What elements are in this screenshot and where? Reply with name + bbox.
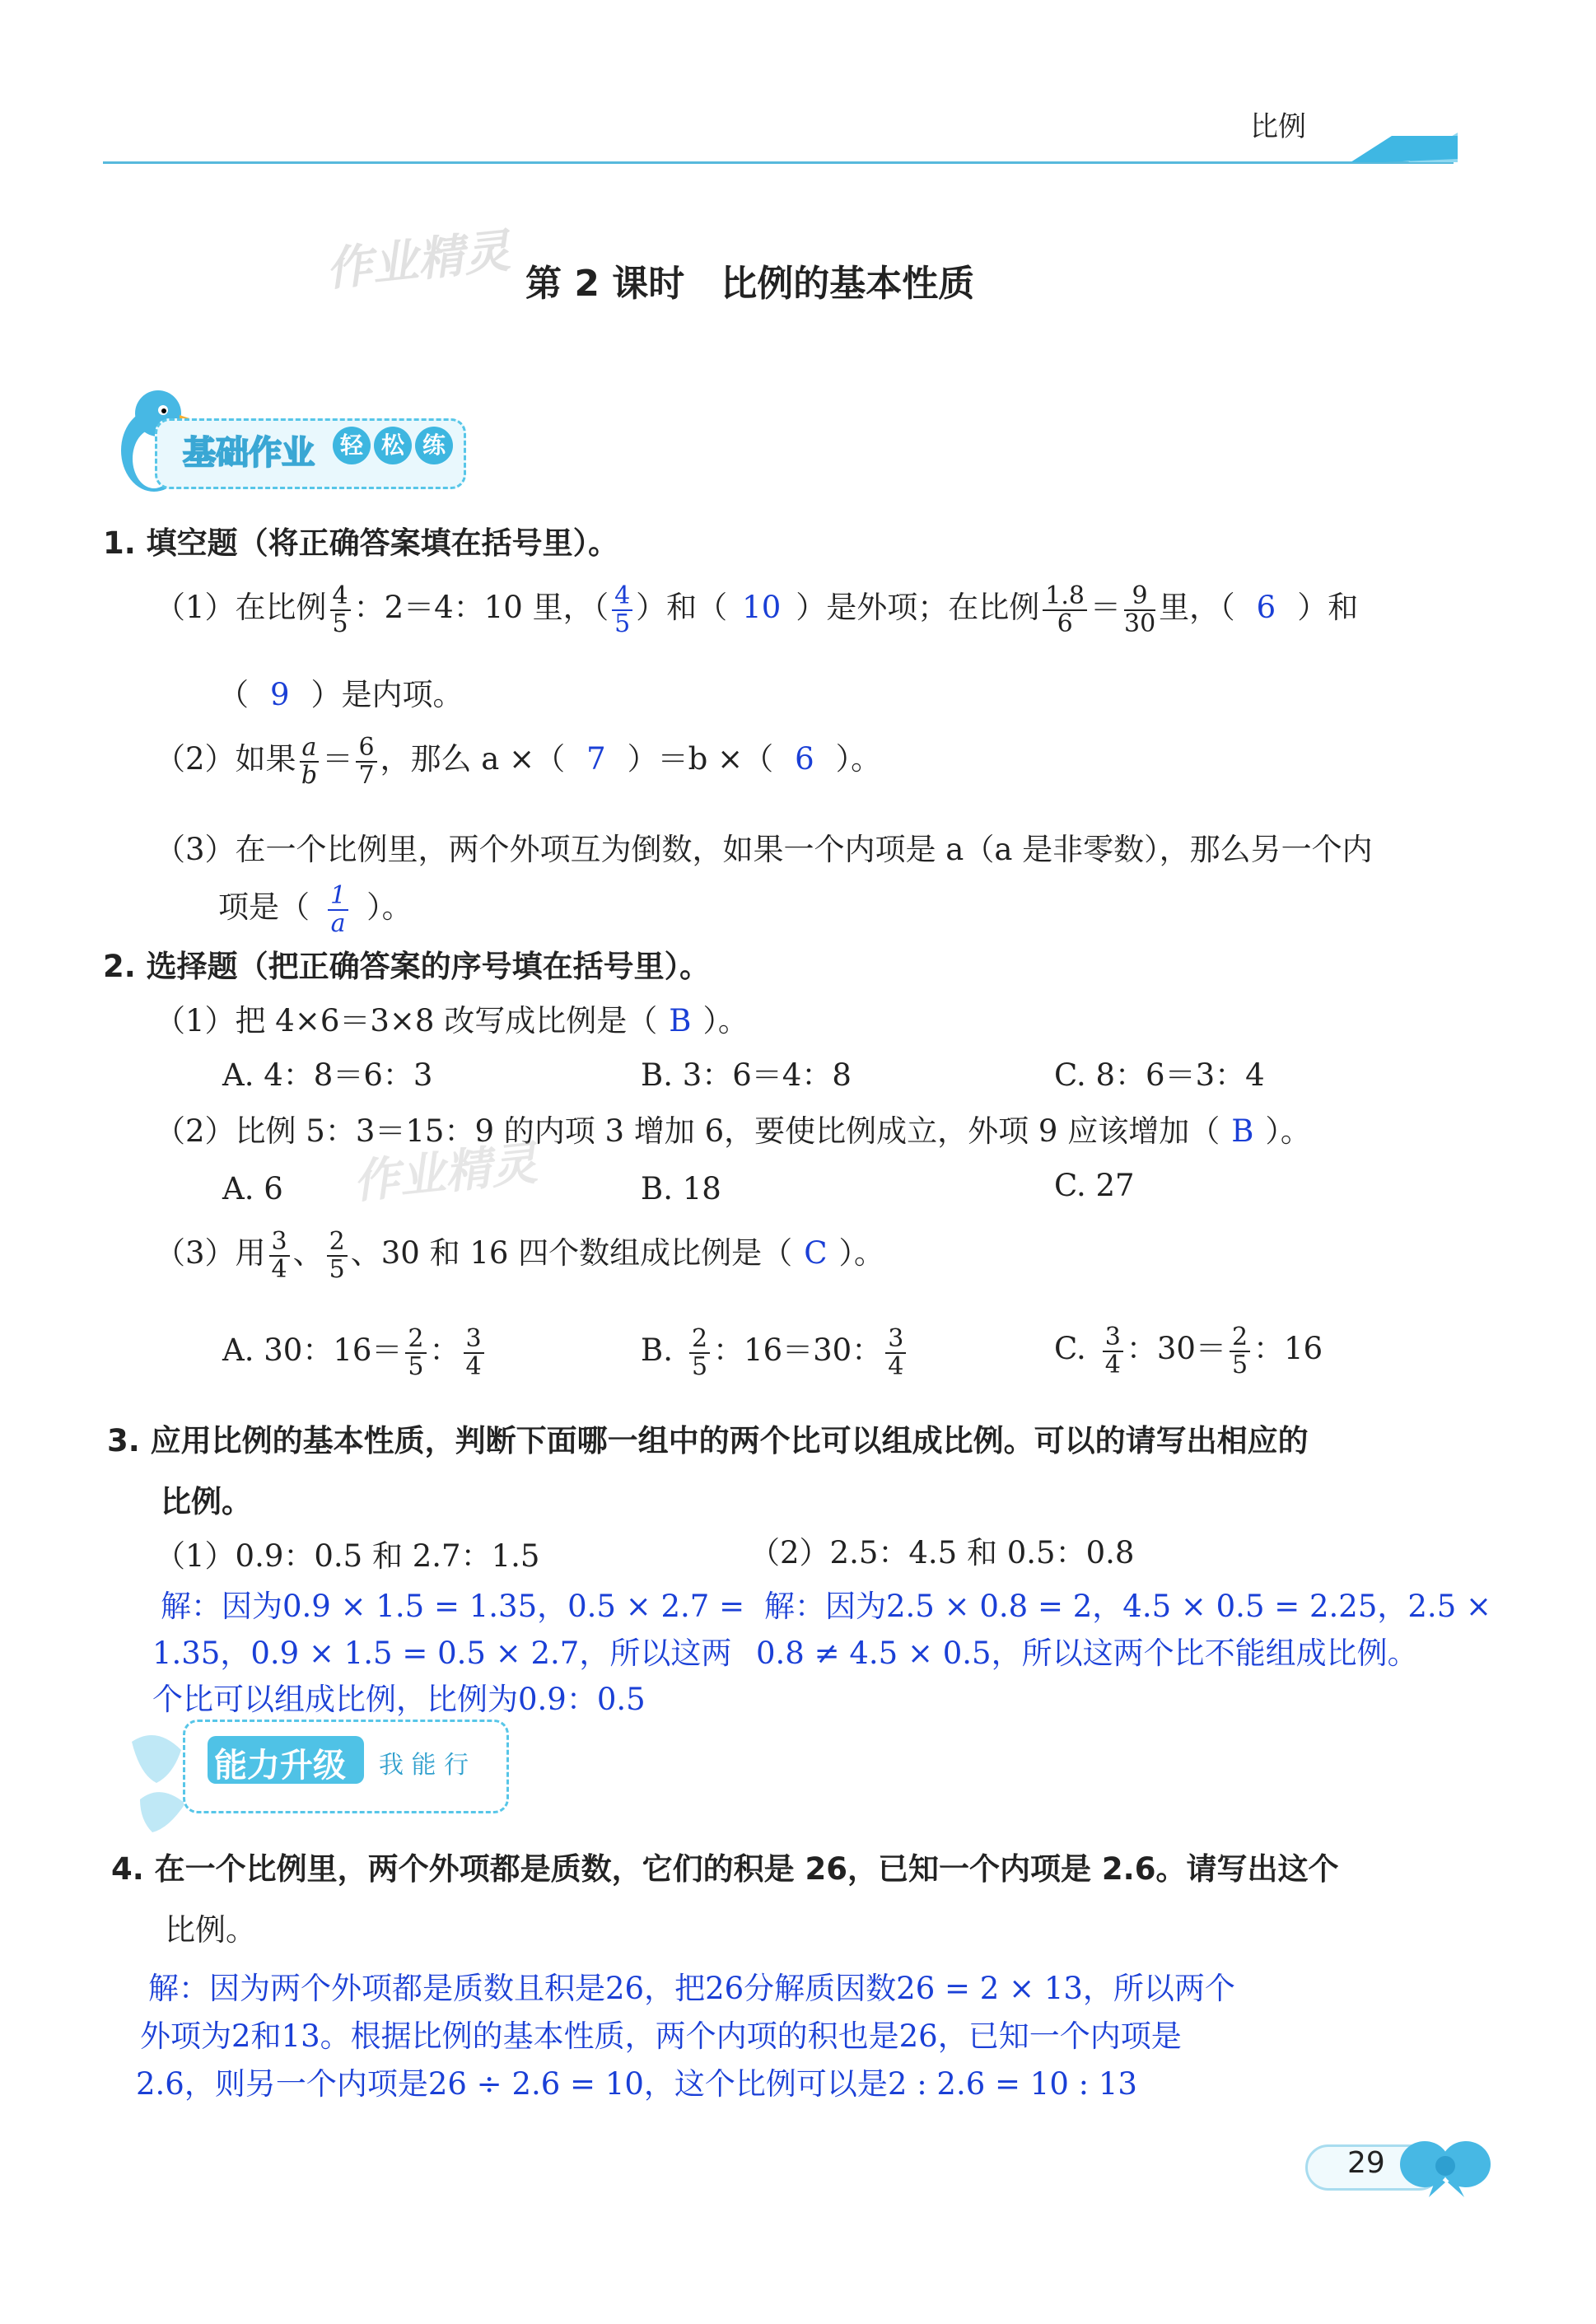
q4-stem-line2: 比例。 <box>165 1912 256 1948</box>
q2-part3-option-b: B. $\frac{2}{5}$ ：16＝30： $\frac{3}{4}$ <box>641 1326 909 1379</box>
fraction: $\frac{2}{5}$ <box>689 1326 710 1379</box>
q2-part2-option-b: B. 18 <box>641 1171 721 1206</box>
answer-fraction: $\frac{4}{5}$ <box>612 583 632 637</box>
answer: 7 <box>586 741 606 777</box>
chip-3: 练 <box>415 427 453 464</box>
q2-part3-option-a: A. 30：16＝ $\frac{2}{5}$ ： $\frac{3}{4}$ <box>222 1326 488 1379</box>
q1-part1: （1）在比例 $\frac{4}{5}$ ：2＝4：10 里，（ $\frac{4}{5}$ ）和（ 10 ）是外项；在比例 $\frac{1.8}{6}$ ＝ $\frac{9}{30}$ 里，（ 6 ）和 <box>155 581 1359 638</box>
q3-answer2-line2: 0.8 ≠ 4.5 × 0.5，所以这两个比不能组成比例。 <box>756 1636 1418 1671</box>
fraction: $\frac{2}{5}$ <box>327 1229 348 1282</box>
chapter-label: 比例 <box>1250 110 1306 143</box>
section-basic-chips <box>329 427 453 464</box>
q3-stem-line1: 3. 应用比例的基本性质，判断下面哪一组中的两个比可以组成比例。可以的请写出相应的 <box>107 1423 1309 1458</box>
q1-part3-line2: 项是（ $\frac{1}{a}$ ）。 <box>218 881 413 938</box>
fraction: $\frac{3}{4}$ <box>464 1326 484 1379</box>
section-basic-label: 基础作业 <box>183 434 315 472</box>
q2-part1: （1）把 4×6＝3×8 改写成比例是（ B ）。 <box>155 1003 749 1038</box>
q3-part1: （1）0.9：0.5 和 2.7：1.5 <box>155 1538 540 1574</box>
fraction: $\frac{9}{30}$ <box>1123 581 1156 638</box>
q2-part1-option-c: C. 8：6＝3：4 <box>1054 1057 1265 1093</box>
chip-2: 松 <box>374 427 412 464</box>
bow-icon <box>1400 2133 1491 2202</box>
answer: 10 <box>742 590 782 625</box>
page-number: 29 <box>1347 2146 1385 2180</box>
q3-part2: （2）2.5：4.5 和 0.5：0.8 <box>749 1535 1135 1570</box>
q3-answer2-box <box>756 1583 1491 1677</box>
fraction: $\frac{3}{4}$ <box>269 1229 290 1282</box>
watermark-top: 作业精灵 <box>323 224 513 297</box>
q3-answer1-box <box>152 1583 745 1717</box>
page-title: 第 2 课时 比例的基本性质 <box>525 263 975 305</box>
fraction: $\frac{1.8}{6}$ <box>1043 583 1087 637</box>
q2-part2-option-c: C. 27 <box>1054 1168 1135 1203</box>
fraction: $\frac{3}{4}$ <box>885 1326 906 1379</box>
fraction: $\frac{4}{5}$ <box>330 583 351 637</box>
q3-answer1-line3: 个比可以组成比例，比例为0.9：0.5 <box>152 1682 646 1717</box>
fraction: $\frac{6}{7}$ <box>356 735 376 788</box>
q2-part1-option-a: A. 4：8＝6：3 <box>222 1057 433 1093</box>
fraction: $\frac{a}{b}$ <box>300 735 320 788</box>
q2-stem: 2. 选择题（把正确答案的序号填在括号里）。 <box>103 949 711 984</box>
q3-answer1-line2: 1.35，0.9 × 1.5 = 0.5 × 2.7，所以这两 <box>152 1636 732 1671</box>
chip-1: 轻 <box>333 427 371 464</box>
q4-answer-line3: 2.6，则另一个内项是26 ÷ 2.6 = 10，这个比例可以是2 : 2.6 = 10 : 13 <box>136 2066 1137 2102</box>
watermark-middle: 作业精灵 <box>350 1136 540 1210</box>
answer-fraction: $\frac{1}{a}$ <box>328 883 348 936</box>
fraction: $\frac{3}{4}$ <box>1103 1324 1123 1378</box>
answer: C <box>804 1235 828 1271</box>
q2-part3: （3）用 $\frac{3}{4}$ 、 $\frac{2}{5}$ 、30 和 16 四个数组成比例是（ C ）。 <box>155 1227 884 1284</box>
answer: 6 <box>795 741 814 777</box>
q2-part1-option-b: B. 3：6＝4：8 <box>641 1057 852 1093</box>
section-ability-sub: 我 能 行 <box>379 1751 469 1780</box>
q3-answer2-line1: 解：因为2.5 × 0.8 = 2，4.5 × 0.5 = 2.25，2.5 × <box>764 1589 1491 1624</box>
answer: B <box>1231 1113 1254 1149</box>
section-ability-label: 能力升级 <box>214 1747 346 1785</box>
q3-answer1-line1: 解：因为0.9 × 1.5 = 1.35，0.5 × 2.7 = <box>161 1589 745 1624</box>
q2-part2: （2）比例 5：3＝15：9 的内项 3 增加 6，要使比例成立，外项 9 应该增加（ B ）。 <box>155 1113 1311 1149</box>
q1-part3-line1: （3）在一个比例里，两个外项互为倒数，如果一个内项是 a（a 是非零数），那么另一个内 <box>155 832 1373 867</box>
answer: 6 <box>1256 590 1276 625</box>
answer: 9 <box>270 677 290 712</box>
q3-stem-line2: 比例。 <box>161 1484 252 1519</box>
fraction: $\frac{2}{5}$ <box>405 1326 426 1379</box>
q4-answer-line2: 外项为2和13。根据比例的基本性质，两个内项的积也是26，已知一个内项是 <box>140 2018 1182 2054</box>
q4-stem-line1: 4. 在一个比例里，两个外项都是质数，它们的积是 26，已知一个内项是 2.6。请写出这个 <box>111 1851 1339 1887</box>
q1-stem: 1. 填空题（将正确答案填在括号里）。 <box>103 525 619 561</box>
q1-part1-line2: （ 9 ）是内项。 <box>218 677 464 712</box>
q2-part2-option-a: A. 6 <box>222 1171 283 1206</box>
q4-answer-line1: 解：因为两个外项都是质数且积是26，把26分解质因数26 = 2 × 13，所以两个 <box>148 1971 1235 2006</box>
q1-part2: （2）如果 $\frac{a}{b}$ ＝ $\frac{6}{7}$ ，那么 a ×（ 7 ）＝b ×（ 6 ）。 <box>155 733 882 790</box>
q2-part3-option-c: C. $\frac{3}{4}$ ：30＝ $\frac{2}{5}$ ：16 <box>1054 1323 1323 1379</box>
q4-answer <box>136 1965 1235 2108</box>
answer: B <box>669 1003 692 1038</box>
header-tab <box>1186 126 1458 162</box>
fraction: $\frac{2}{5}$ <box>1230 1324 1250 1378</box>
